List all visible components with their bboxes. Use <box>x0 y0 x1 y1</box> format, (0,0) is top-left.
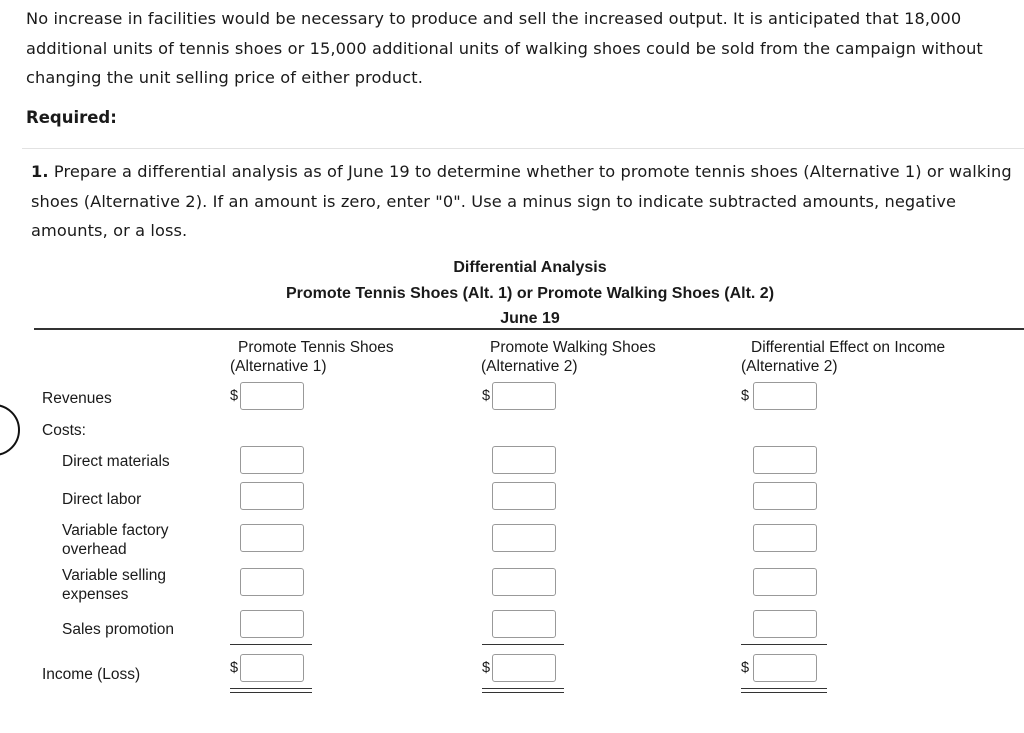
variable-selling-expenses-diff-input[interactable] <box>753 568 817 596</box>
subtotal-rule <box>230 644 312 645</box>
column-header-alt1 <box>230 338 394 376</box>
row-label-costs: Costs: <box>42 422 86 439</box>
variable-selling-expenses-alt1-input[interactable] <box>240 568 304 596</box>
sales-promotion-diff-input[interactable] <box>753 610 817 638</box>
column-header-alt2-line1: Promote Walking Shoes <box>490 339 656 356</box>
sales-promotion-alt1-input[interactable] <box>240 610 304 638</box>
currency-symbol: $ <box>482 388 491 404</box>
direct-materials-diff-input[interactable] <box>753 446 817 474</box>
row-label-vse-line2: expenses <box>62 586 129 603</box>
income-loss-diff-input[interactable] <box>753 654 817 682</box>
currency-symbol: $ <box>230 660 239 676</box>
subtotal-rule <box>482 644 564 645</box>
revenues-alt1-input[interactable] <box>240 382 304 410</box>
table-subtitle: Promote Tennis Shoes (Alt. 1) or Promote Walking Shoes (Alt. 2) <box>285 285 775 302</box>
revenues-diff-input[interactable] <box>753 382 817 410</box>
column-header-diff-line1: Differential Effect on Income <box>751 339 946 356</box>
row-label-direct-materials: Direct materials <box>62 453 170 470</box>
row-label-vse-line1: Variable selling <box>62 567 166 584</box>
currency-symbol: $ <box>230 388 239 404</box>
row-label-variable-selling-expenses <box>62 566 166 604</box>
currency-symbol: $ <box>741 388 750 404</box>
row-label-vfo-line1: Variable factory <box>62 522 169 539</box>
direct-materials-alt2-input[interactable] <box>492 446 556 474</box>
column-header-alt1-line1: Promote Tennis Shoes <box>238 339 394 356</box>
variable-factory-overhead-alt1-input[interactable] <box>240 524 304 552</box>
header-rule <box>34 328 1024 330</box>
partial-circle-mark <box>0 404 20 456</box>
variable-factory-overhead-alt2-input[interactable] <box>492 524 556 552</box>
table-title: Differential Analysis <box>453 259 607 276</box>
intro-paragraph: No increase in facilities would be necessary to produce and sell the increased output. It is anticipated that 18,000 additional units of tennis shoes or 15,000 additional units of walking shoes could be sold from the campaign without changing the unit selling price of either product. <box>26 9 983 87</box>
divider <box>22 148 1024 149</box>
column-header-alt2 <box>481 338 656 376</box>
row-label-vfo-line2: overhead <box>62 541 127 558</box>
total-double-rule <box>482 688 564 693</box>
currency-symbol: $ <box>482 660 491 676</box>
income-loss-alt2-input[interactable] <box>492 654 556 682</box>
direct-labor-diff-input[interactable] <box>753 482 817 510</box>
direct-materials-alt1-input[interactable] <box>240 446 304 474</box>
row-label-variable-factory-overhead <box>62 521 169 559</box>
row-label-revenues: Revenues <box>42 390 112 407</box>
column-header-alt2-line2: (Alternative 2) <box>481 358 578 375</box>
income-loss-alt1-input[interactable] <box>240 654 304 682</box>
direct-labor-alt2-input[interactable] <box>492 482 556 510</box>
question-text: Prepare a differential analysis as of June 19 to determine whether to promote tennis shoes (Alternative 1) or walking shoes (Alternative 2). If an amount is zero, enter "0". Use a minus sign to indicate subtracted amounts, negative amounts, or a loss. <box>31 162 1012 240</box>
question-number: 1. <box>31 162 49 181</box>
total-double-rule <box>741 688 827 693</box>
variable-factory-overhead-diff-input[interactable] <box>753 524 817 552</box>
row-label-sales-promotion: Sales promotion <box>62 621 175 638</box>
table-date: June 19 <box>500 310 560 327</box>
variable-selling-expenses-alt2-input[interactable] <box>492 568 556 596</box>
column-header-diff-line2: (Alternative 2) <box>741 358 838 375</box>
subtotal-rule <box>741 644 827 645</box>
column-header-alt1-line2: (Alternative 1) <box>230 358 327 375</box>
total-double-rule <box>230 688 312 693</box>
sales-promotion-alt2-input[interactable] <box>492 610 556 638</box>
row-label-direct-labor: Direct labor <box>62 491 142 508</box>
required-label: Required: <box>26 108 117 127</box>
row-label-income-loss: Income (Loss) <box>42 666 141 683</box>
question-1 <box>31 157 1016 246</box>
currency-symbol: $ <box>741 660 750 676</box>
revenues-alt2-input[interactable] <box>492 382 556 410</box>
direct-labor-alt1-input[interactable] <box>240 482 304 510</box>
column-header-diff <box>741 338 945 376</box>
